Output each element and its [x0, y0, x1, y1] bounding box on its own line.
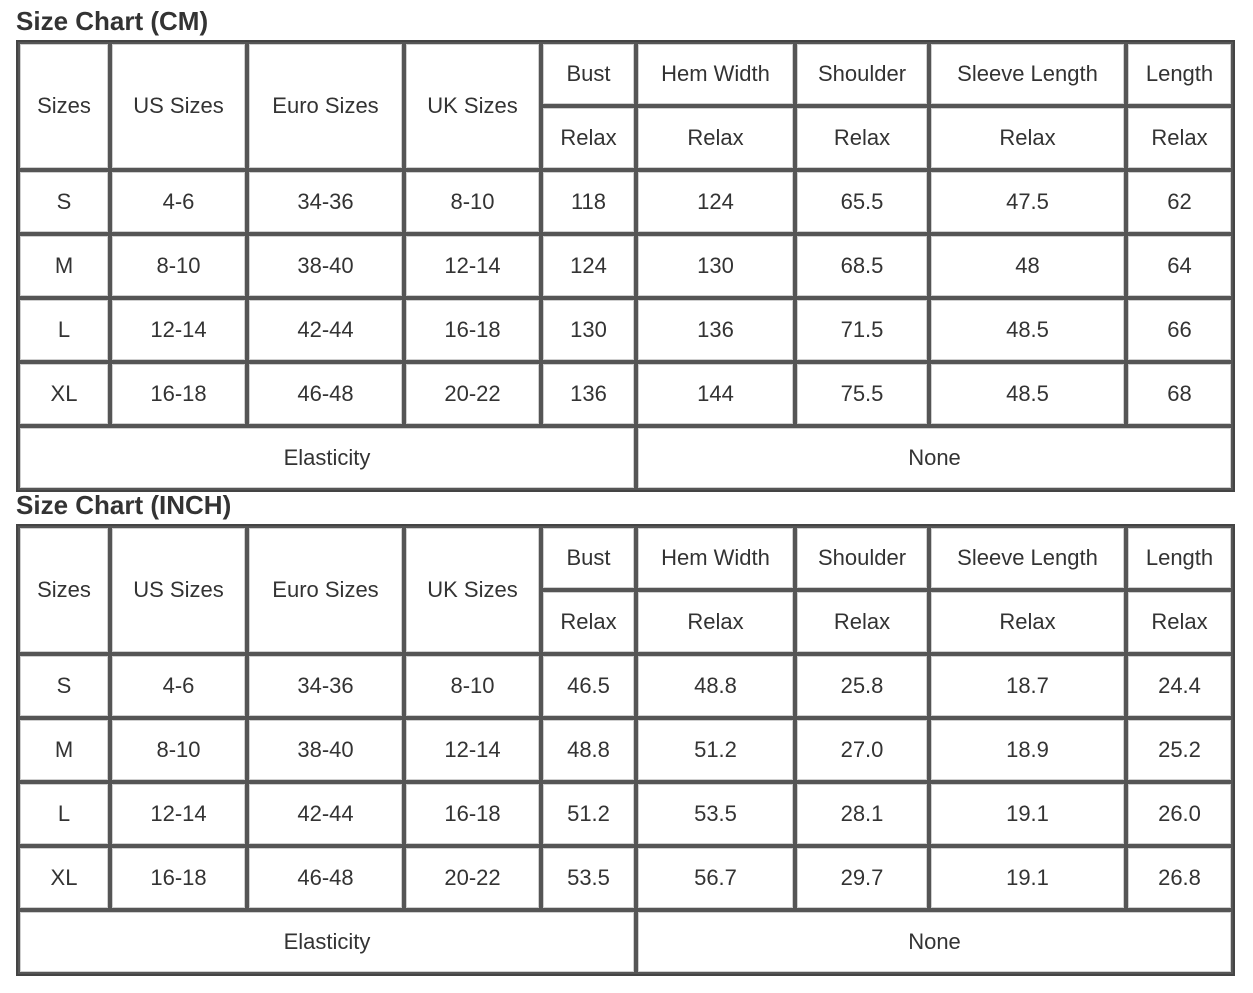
cell-shoulder: 28.1: [795, 782, 929, 846]
cell-sleeve: 18.7: [929, 654, 1126, 718]
header-sizes: Sizes: [18, 42, 110, 170]
cell-euro: 38-40: [247, 718, 404, 782]
size-chart-cm-title: Size Chart (CM): [16, 6, 209, 36]
subheader-fit: Relax: [636, 590, 795, 654]
header-sleeve-length: Sleeve Length: [929, 42, 1126, 106]
cell-euro: 46-48: [247, 846, 404, 910]
cell-size: S: [18, 654, 110, 718]
cell-shoulder: 75.5: [795, 362, 929, 426]
header-shoulder: Shoulder: [795, 526, 929, 590]
cell-bust: 130: [541, 298, 636, 362]
cell-shoulder: 29.7: [795, 846, 929, 910]
cell-sleeve: 48: [929, 234, 1126, 298]
cell-us: 4-6: [110, 654, 247, 718]
elasticity-value: None: [636, 426, 1233, 490]
header-hem-width: Hem Width: [636, 526, 795, 590]
cell-uk: 16-18: [404, 782, 541, 846]
cell-uk: 12-14: [404, 234, 541, 298]
footer-row: [18, 910, 1233, 974]
cell-uk: 8-10: [404, 654, 541, 718]
cell-hem: 48.8: [636, 654, 795, 718]
cell-uk: 20-22: [404, 362, 541, 426]
elasticity-value: None: [636, 910, 1233, 974]
subheader-fit: Relax: [929, 590, 1126, 654]
subheader-fit: Relax: [1126, 590, 1233, 654]
cell-bust: 48.8: [541, 718, 636, 782]
table-row: [18, 846, 1233, 910]
header-us-sizes: US Sizes: [110, 526, 247, 654]
cell-bust: 51.2: [541, 782, 636, 846]
cell-shoulder: 68.5: [795, 234, 929, 298]
cell-euro: 34-36: [247, 170, 404, 234]
cell-size: XL: [18, 846, 110, 910]
cell-length: 66: [1126, 298, 1233, 362]
header-euro-sizes: Euro Sizes: [247, 526, 404, 654]
subheader-fit: Relax: [541, 106, 636, 170]
cell-size: L: [18, 782, 110, 846]
header-bust: Bust: [541, 42, 636, 106]
cell-bust: 118: [541, 170, 636, 234]
cell-uk: 20-22: [404, 846, 541, 910]
cell-us: 16-18: [110, 362, 247, 426]
cell-length: 62: [1126, 170, 1233, 234]
cell-euro: 38-40: [247, 234, 404, 298]
subheader-fit: Relax: [929, 106, 1126, 170]
cell-uk: 12-14: [404, 718, 541, 782]
subheader-fit: Relax: [795, 106, 929, 170]
cell-length: 26.8: [1126, 846, 1233, 910]
cell-bust: 124: [541, 234, 636, 298]
table-row: [18, 234, 1233, 298]
table-row: [18, 362, 1233, 426]
header-uk-sizes: UK Sizes: [404, 42, 541, 170]
header-length: Length: [1126, 42, 1233, 106]
header-us-sizes: US Sizes: [110, 42, 247, 170]
header-sizes: Sizes: [18, 526, 110, 654]
cell-us: 8-10: [110, 718, 247, 782]
cell-bust: 136: [541, 362, 636, 426]
cell-hem: 56.7: [636, 846, 795, 910]
cell-hem: 144: [636, 362, 795, 426]
table-row: [18, 654, 1233, 718]
cell-uk: 16-18: [404, 298, 541, 362]
subheader-fit: Relax: [1126, 106, 1233, 170]
cell-sleeve: 19.1: [929, 782, 1126, 846]
cell-sleeve: 18.9: [929, 718, 1126, 782]
cell-euro: 42-44: [247, 782, 404, 846]
cell-us: 16-18: [110, 846, 247, 910]
cell-bust: 53.5: [541, 846, 636, 910]
cell-euro: 42-44: [247, 298, 404, 362]
elasticity-label: Elasticity: [18, 910, 636, 974]
cell-length: 24.4: [1126, 654, 1233, 718]
cell-size: S: [18, 170, 110, 234]
table-row: [18, 718, 1233, 782]
cell-size: M: [18, 234, 110, 298]
header-length: Length: [1126, 526, 1233, 590]
cell-us: 4-6: [110, 170, 247, 234]
cell-sleeve: 47.5: [929, 170, 1126, 234]
table-row: [18, 298, 1233, 362]
subheader-fit: Relax: [795, 590, 929, 654]
header-shoulder: Shoulder: [795, 42, 929, 106]
cell-hem: 130: [636, 234, 795, 298]
cell-us: 12-14: [110, 782, 247, 846]
cell-length: 26.0: [1126, 782, 1233, 846]
cell-sleeve: 48.5: [929, 298, 1126, 362]
footer-row: [18, 426, 1233, 490]
header-row: [18, 526, 1233, 590]
cell-shoulder: 25.8: [795, 654, 929, 718]
cell-length: 25.2: [1126, 718, 1233, 782]
cell-shoulder: 65.5: [795, 170, 929, 234]
cell-hem: 51.2: [636, 718, 795, 782]
size-chart-inch-title: Size Chart (INCH): [16, 490, 232, 520]
cell-euro: 46-48: [247, 362, 404, 426]
cell-bust: 46.5: [541, 654, 636, 718]
header-bust: Bust: [541, 526, 636, 590]
cell-size: L: [18, 298, 110, 362]
cell-shoulder: 27.0: [795, 718, 929, 782]
cell-length: 64: [1126, 234, 1233, 298]
cell-shoulder: 71.5: [795, 298, 929, 362]
table-row: [18, 782, 1233, 846]
cell-uk: 8-10: [404, 170, 541, 234]
cell-sleeve: 19.1: [929, 846, 1126, 910]
cell-hem: 136: [636, 298, 795, 362]
cell-size: M: [18, 718, 110, 782]
elasticity-label: Elasticity: [18, 426, 636, 490]
header-uk-sizes: UK Sizes: [404, 526, 541, 654]
cell-sleeve: 48.5: [929, 362, 1126, 426]
header-sleeve-length: Sleeve Length: [929, 526, 1126, 590]
size-chart-cm-table: [16, 40, 1235, 492]
header-row: [18, 42, 1233, 106]
cell-us: 12-14: [110, 298, 247, 362]
cell-hem: 53.5: [636, 782, 795, 846]
cell-euro: 34-36: [247, 654, 404, 718]
cell-size: XL: [18, 362, 110, 426]
header-euro-sizes: Euro Sizes: [247, 42, 404, 170]
cell-us: 8-10: [110, 234, 247, 298]
header-hem-width: Hem Width: [636, 42, 795, 106]
size-chart-inch-table: [16, 524, 1235, 976]
subheader-fit: Relax: [541, 590, 636, 654]
cell-length: 68: [1126, 362, 1233, 426]
table-row: [18, 170, 1233, 234]
cell-hem: 124: [636, 170, 795, 234]
subheader-fit: Relax: [636, 106, 795, 170]
